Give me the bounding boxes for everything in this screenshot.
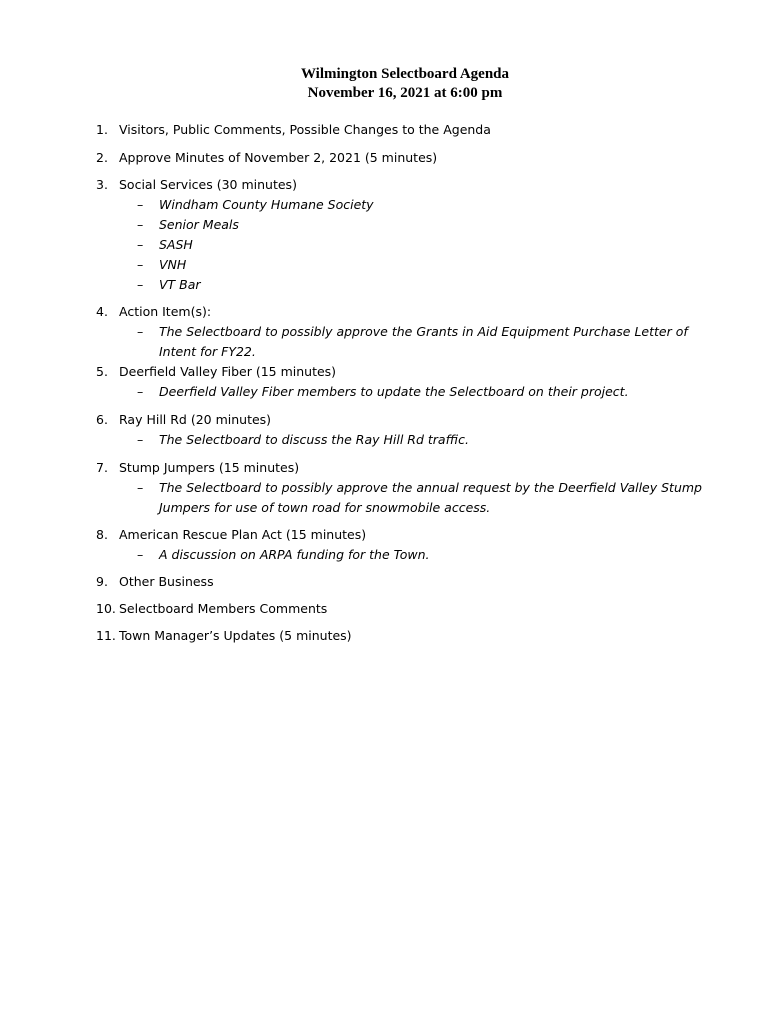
agenda-sub-list — [119, 195, 726, 295]
agenda-sub-item-text: VT Bar — [159, 277, 201, 292]
agenda-sub-item-text: SASH — [159, 237, 193, 252]
agenda-item-number: 4. — [96, 304, 108, 319]
dash-bullet-icon: – — [137, 217, 144, 232]
agenda-sub-item-text: Deerfield Valley Fiber members to update the Selectboard on their project. — [159, 384, 629, 399]
dash-bullet-icon: – — [137, 277, 144, 292]
dash-bullet-icon: – — [137, 324, 144, 339]
agenda-item-number: 7. — [96, 460, 108, 475]
agenda-sub-list — [119, 382, 726, 402]
agenda-item — [96, 410, 726, 450]
agenda-item — [96, 148, 726, 168]
agenda-item-text: Town Manager’s Updates (5 minutes) — [119, 628, 352, 643]
dash-bullet-icon: – — [137, 197, 144, 212]
agenda-item-number: 1. — [96, 122, 108, 137]
agenda-sub-item — [119, 215, 726, 235]
agenda-item-text: Action Item(s): — [119, 304, 212, 319]
agenda-sub-item — [119, 275, 726, 295]
agenda-item-number: 3. — [96, 177, 108, 192]
agenda-sub-item — [119, 195, 726, 215]
agenda-sub-item — [119, 430, 726, 450]
agenda-item — [96, 302, 726, 362]
agenda-item-number: 6. — [96, 412, 108, 427]
agenda-item-text: American Rescue Plan Act (15 minutes) — [119, 527, 367, 542]
agenda-item-number: 2. — [96, 150, 108, 165]
agenda-item-text: Selectboard Members Comments — [119, 601, 328, 616]
dash-bullet-icon: – — [137, 547, 144, 562]
agenda-sub-item-text: Senior Meals — [159, 217, 239, 232]
dash-bullet-icon: – — [137, 257, 144, 272]
agenda-item — [96, 175, 726, 295]
agenda-sub-item — [119, 478, 726, 518]
agenda-title: Wilmington Selectboard Agenda — [300, 66, 510, 82]
agenda-item-text: Approve Minutes of November 2, 2021 (5 minutes) — [119, 150, 438, 165]
agenda-sub-item-text: A discussion on ARPA funding for the Town. — [159, 547, 430, 562]
agenda-item — [96, 120, 726, 140]
agenda-item-text: Stump Jumpers (15 minutes) — [119, 460, 300, 475]
agenda-item-text: Visitors, Public Comments, Possible Changes to the Agenda — [119, 122, 491, 137]
agenda-item-text: Deerfield Valley Fiber (15 minutes) — [119, 364, 337, 379]
agenda-item-text: Other Business — [119, 574, 214, 589]
agenda-item-text: Ray Hill Rd (20 minutes) — [119, 412, 272, 427]
agenda-sub-list — [119, 430, 726, 450]
agenda-item-text: Social Services (30 minutes) — [119, 177, 297, 192]
dash-bullet-icon: – — [137, 384, 144, 399]
agenda-sub-item-text: The Selectboard to possibly approve the annual request by the Deerfield Valley Stump Jumpers for use of town road for snowmobile access. — [159, 480, 702, 515]
agenda-sub-list — [119, 322, 726, 362]
agenda-header — [0, 65, 770, 103]
agenda-item — [96, 599, 726, 619]
agenda-item-number: 5. — [96, 364, 108, 379]
agenda-item — [96, 525, 726, 565]
agenda-item — [96, 572, 726, 592]
dash-bullet-icon: – — [137, 432, 144, 447]
agenda-item-number: 8. — [96, 527, 108, 542]
agenda-sub-item-text: VNH — [159, 257, 187, 272]
dash-bullet-icon: – — [137, 480, 144, 495]
agenda-sub-item — [119, 322, 726, 362]
agenda-item — [96, 458, 726, 518]
agenda-sub-item — [119, 235, 726, 255]
agenda-item-number: 9. — [96, 574, 108, 589]
agenda-sub-list — [119, 478, 726, 518]
agenda-list — [96, 120, 726, 646]
agenda-sub-list — [119, 545, 726, 565]
agenda-sub-item — [119, 545, 726, 565]
agenda-item — [96, 362, 726, 402]
agenda-sub-item — [119, 382, 726, 402]
agenda-item-number: 11. — [96, 628, 116, 643]
agenda-item — [96, 626, 726, 646]
agenda-sub-item-text: The Selectboard to possibly approve the Grants in Aid Equipment Purchase Letter of Intent for FY22. — [159, 324, 688, 359]
agenda-date: November 16, 2021 at 6:00 pm — [307, 85, 503, 101]
agenda-item-number: 10. — [96, 601, 116, 616]
dash-bullet-icon: – — [137, 237, 144, 252]
agenda-sub-item — [119, 255, 726, 275]
agenda-sub-item-text: The Selectboard to discuss the Ray Hill Rd traffic. — [159, 432, 469, 447]
agenda-sub-item-text: Windham County Humane Society — [159, 197, 374, 212]
